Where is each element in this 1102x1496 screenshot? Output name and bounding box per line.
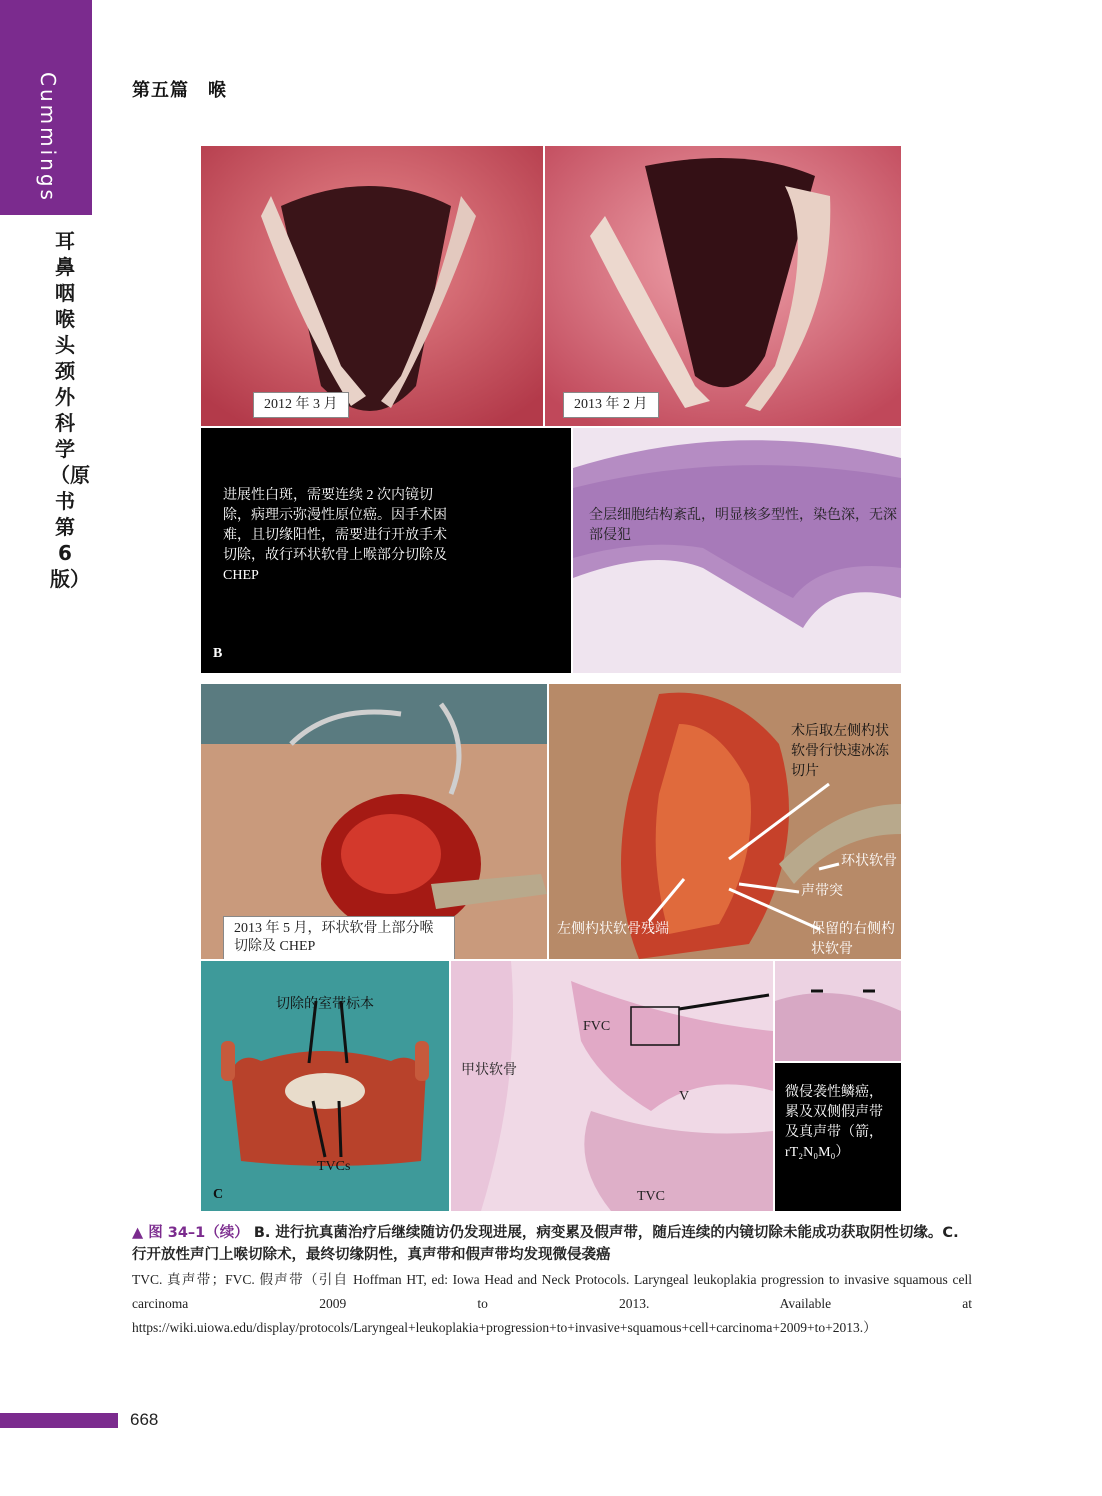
specimen-image	[201, 961, 449, 1211]
panel-b-text	[201, 428, 571, 673]
chapter-heading: 第五篇 喉	[132, 80, 227, 101]
right-arytenoid-label: 保留的右侧杓状软骨	[811, 922, 895, 957]
footer-bar	[0, 1413, 118, 1428]
tvc-label: TVC	[637, 1189, 665, 1204]
book-title: 耳鼻咽喉头颈外科学（原书第6版）	[50, 229, 90, 591]
endoscopy-2012-svg	[201, 146, 543, 426]
surgery-image-right	[549, 684, 901, 959]
histology-inset-svg	[775, 961, 901, 1061]
endoscopy-image-2012	[201, 146, 543, 426]
v-label: V	[679, 1089, 690, 1104]
page-number: 668	[130, 1410, 159, 1429]
panel-c-letter: C	[213, 1187, 224, 1202]
histology-inset	[775, 961, 901, 1061]
side-brand: Cummings	[36, 72, 60, 203]
histology-b-svg	[573, 428, 901, 673]
figure-34-1	[201, 146, 901, 1211]
date-label-2012: 2012 年 3 月	[253, 392, 349, 418]
invasive-note: 微侵袭性鳞癌，累及双侧假声带及真声带（箭，rT₂N₀M₀）	[785, 1085, 883, 1160]
panel-b-description: 进展性白斑，需要连续 2 次内镜切除，病理示弥漫性原位癌。因手术困难，且切缘阳性，需要进行开放手术切除，故行环状软骨上喉部分切除及 CHEP	[223, 488, 447, 583]
specimen-label: 切除的室带标本	[276, 997, 374, 1012]
endoscopy-image-2013	[545, 146, 901, 426]
caption-main	[132, 1222, 972, 1266]
histology-note: 全层细胞结构紊乱，明显核多型性，染色深，无深部侵犯	[589, 508, 897, 543]
caption-tag: ▲ 图 34–1（续）	[132, 1225, 249, 1241]
panel-b-letter: B	[213, 646, 223, 661]
invasive-note-panel	[775, 1063, 901, 1211]
thyroid-label: 甲状软骨	[461, 1063, 517, 1078]
frozen-section-note: 术后取左侧杓状软骨行快速冰冻切片	[791, 724, 889, 779]
date-label-2013: 2013 年 2 月	[563, 392, 659, 418]
surgery-image-left	[201, 684, 547, 959]
caption-notes: TVC. 真声带；FVC. 假声带（引自 Hoffman HT, ed: Iowa Head and Neck Protocols. Laryngeal leukoplakia progression to invasive squamous cell carcinoma 2009 to 2013. Available at https://wiki.uiowa.edu/display/protocols/Laryngeal+leukoplakia+progression+to+invasive+squamous+cell+carcinoma+2009+to+2013.）	[132, 1272, 972, 1335]
histology-c-svg	[451, 961, 773, 1211]
histology-image-b	[573, 428, 901, 673]
tvcs-label: TVCs	[317, 1159, 351, 1174]
histology-image-c	[451, 961, 773, 1211]
surgery-date-label: 2013 年 5 月，环状软骨上部分喉切除及 CHEP	[223, 916, 455, 959]
caption-text: B. 进行抗真菌治疗后继续随访仍发现进展，病变累及假声带，随后连续的内镜切除未能成功获取阴性切缘。C. 行开放性声门上喉切除术，最终切缘阴性，真声带和假声带均发现微侵袭癌	[132, 1225, 959, 1263]
endoscopy-2013-svg	[545, 146, 901, 426]
fvc-label: FVC	[583, 1019, 611, 1034]
left-arytenoid-label: 左侧杓状软骨残端	[557, 922, 669, 937]
cricoid-label: 环状软骨	[841, 854, 897, 869]
figure-caption	[132, 1222, 972, 1340]
vocal-process-label: 声带突	[801, 884, 843, 899]
